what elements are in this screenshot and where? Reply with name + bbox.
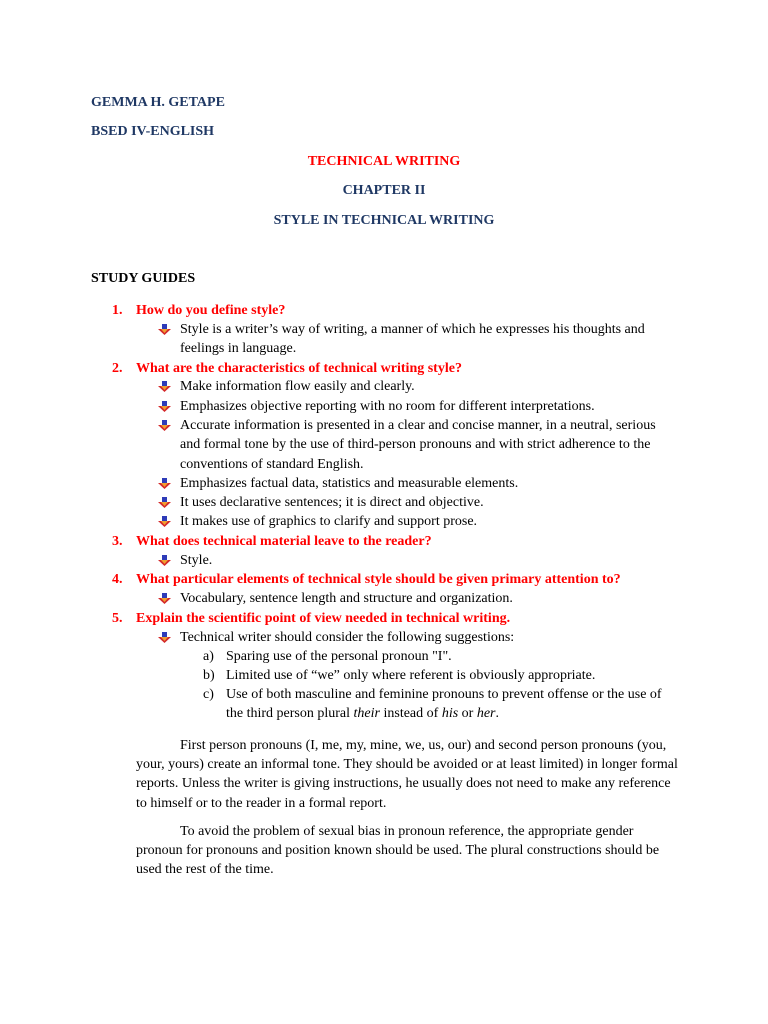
sub-item-c — [203, 685, 673, 724]
question-text: What particular elements of technical style should be given primary attention to? — [136, 572, 621, 587]
arrow-bullet-icon — [158, 401, 171, 412]
paragraph-gender-bias: To avoid the problem of sexual bias in pronoun reference, the appropriate gender pronoun for pronouns and position known should be used. The plural constructions should be used the rest of the time. — [136, 824, 660, 878]
bullet-text: Style is a writer’s way of writing, a manner of which he expresses his thoughts and feelings in language. — [180, 322, 645, 357]
bullet-text: Accurate information is presented in a clear and concise manner, in a neutral, serious and formal tone by the use of third-person pronouns and with strict adherence to the conventions of standard English. — [180, 418, 656, 472]
question-text: How do you define style? — [136, 303, 286, 318]
arrow-bullet-icon — [158, 420, 171, 431]
question-number: 2. — [112, 361, 123, 376]
arrow-bullet-icon — [158, 381, 171, 392]
arrow-bullet-icon — [158, 555, 171, 566]
course-label: BSED IV-ENGLISH — [91, 124, 215, 139]
paragraph-pronouns: First person pronouns (I, me, my, mine, we, us, our) and second person pronouns (you, your, yours) create an informal tone. They should be avoided or at least limited) in longer formal reports. Unless the writer is giving instructions, he usually does not need to make any reference to himself or to the reader in a formal report. — [136, 738, 678, 811]
bullet-item — [158, 397, 678, 416]
bullet-item — [158, 512, 678, 531]
bullet-text: Technical writer should consider the following suggestions: — [180, 630, 515, 645]
bullet-item — [158, 416, 678, 474]
bullet-text: It uses declarative sentences; it is direct and objective. — [180, 495, 484, 510]
bullet-text: Emphasizes objective reporting with no room for different interpretations. — [180, 399, 595, 414]
bullet-text: Make information flow easily and clearly. — [180, 379, 415, 394]
question-number: 1. — [112, 303, 123, 318]
bullet-item — [158, 474, 678, 493]
question-number: 3. — [112, 534, 123, 549]
sub-item-letter: b) — [203, 668, 215, 683]
question-number: 4. — [112, 572, 123, 587]
bullet-item — [158, 493, 678, 512]
sub-item-b — [203, 666, 673, 685]
chapter-title: CHAPTER II — [342, 183, 426, 198]
topic-title: STYLE IN TECHNICAL WRITING — [273, 213, 495, 228]
sub-item-text: Use of both masculine and feminine pronouns to prevent offense or the use of the third person plural their instead of his or her. — [226, 687, 662, 722]
bullet-item — [158, 628, 678, 647]
sub-item-text: Limited use of “we” only where referent is obviously appropriate. — [226, 668, 596, 683]
question-number: 5. — [112, 611, 123, 626]
bullet-item — [158, 377, 678, 396]
arrow-bullet-icon — [158, 593, 171, 604]
question-text: What does technical material leave to the reader? — [136, 534, 432, 549]
arrow-bullet-icon — [158, 516, 171, 527]
arrow-bullet-icon — [158, 632, 171, 643]
bullet-item — [158, 551, 678, 570]
question-text: Explain the scientific point of view needed in technical writing. — [136, 611, 511, 626]
arrow-bullet-icon — [158, 324, 171, 335]
question-text: What are the characteristics of technical writing style? — [136, 361, 462, 376]
bullet-item — [158, 589, 678, 608]
sub-item-text: Sparing use of the personal pronoun "I". — [226, 649, 452, 664]
sub-item-letter: c) — [203, 687, 214, 702]
subject-title: TECHNICAL WRITING — [307, 154, 461, 169]
sub-item-a — [203, 647, 673, 666]
study-guides-heading: STUDY GUIDES — [91, 271, 196, 286]
bullet-item — [158, 320, 678, 359]
author-name: GEMMA H. GETAPE — [91, 95, 225, 110]
bullet-text: It makes use of graphics to clarify and support prose. — [180, 514, 478, 529]
bullet-text: Emphasizes factual data, statistics and measurable elements. — [180, 476, 519, 491]
bullet-text: Vocabulary, sentence length and structure and organization. — [180, 591, 513, 606]
arrow-bullet-icon — [158, 497, 171, 508]
arrow-bullet-icon — [158, 478, 171, 489]
sub-item-letter: a) — [203, 649, 214, 664]
bullet-text: Style. — [180, 553, 213, 568]
